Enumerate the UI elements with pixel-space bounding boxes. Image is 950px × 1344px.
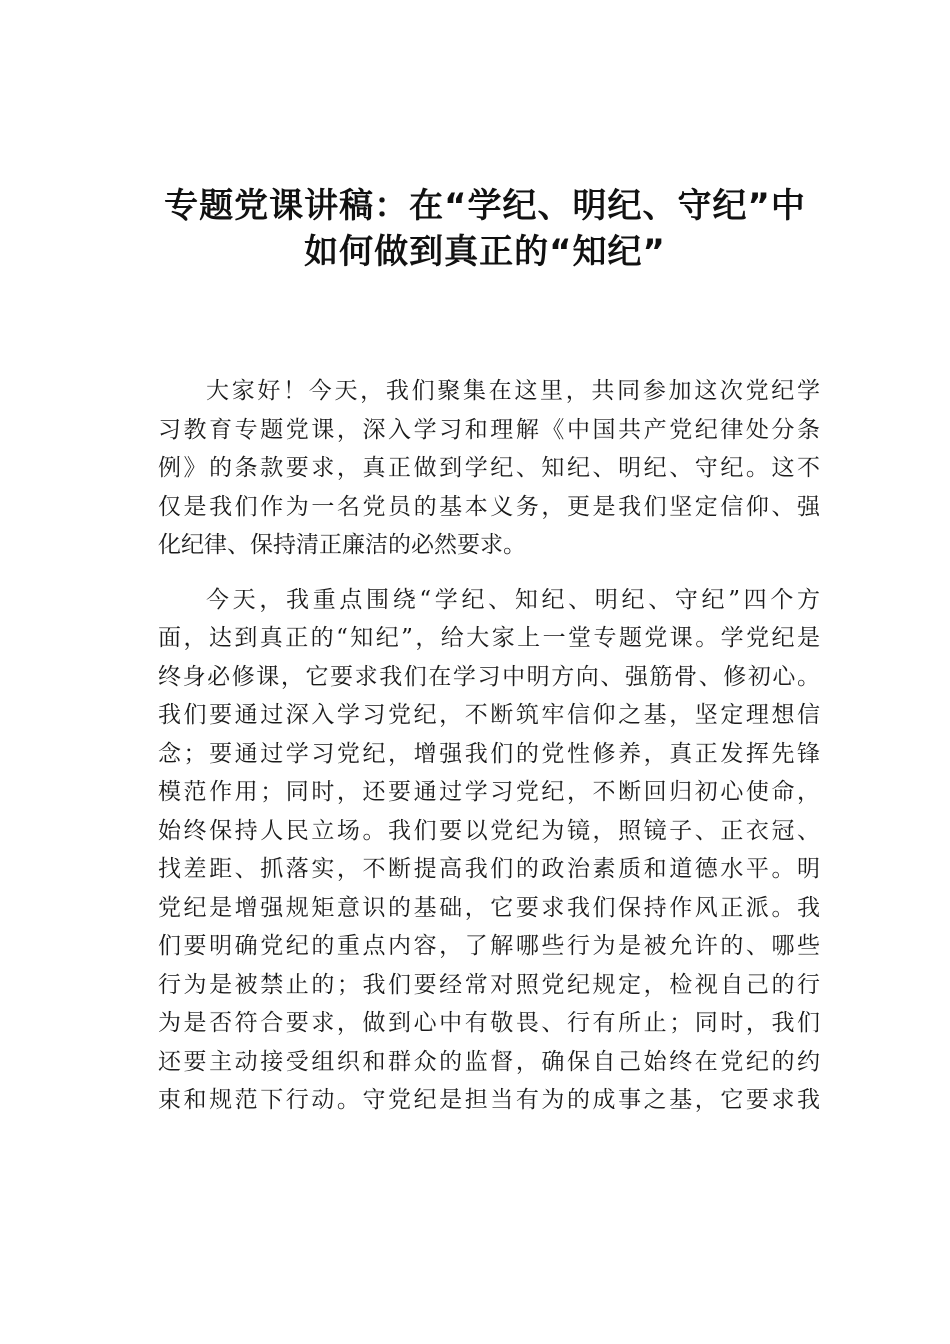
text-line: 还要主动接受组织和群众的监督，确保自己始终在党纪的约 xyxy=(158,1048,820,1075)
text-line: 仅是我们作为一名党员的基本义务，更是我们坚定信仰、强 xyxy=(158,493,820,520)
text-line: 党纪是增强规矩意识的基础，它要求我们保持作风正派。我 xyxy=(158,894,820,921)
text-line: 为是否符合要求，做到心中有敬畏、行有所止；同时，我们 xyxy=(158,1010,820,1036)
text-line: 例》的条款要求，真正做到学纪、知纪、明纪、守纪。这不 xyxy=(158,455,820,481)
text-line: 习教育专题党课，深入学习和理解《中国共产党纪律处分条 xyxy=(158,416,820,443)
text-line: 束和规范下行动。守党纪是担当有为的成事之基，它要求我 xyxy=(158,1087,820,1113)
text-line: 行为是被禁止的；我们要经常对照党纪规定，检视自己的行 xyxy=(158,971,820,998)
text-line: 今天，我重点围绕“学纪、知纪、明纪、守纪”四个方 xyxy=(206,586,820,613)
document-title xyxy=(130,183,840,275)
text-line: 们要明确党纪的重点内容，了解哪些行为是被允许的、哪些 xyxy=(158,933,820,959)
title-line: 如何做到真正的“知纪” xyxy=(304,232,666,272)
paragraph-spacer xyxy=(158,565,820,581)
text-line: 终身必修课，它要求我们在学习中明方向、强筋骨、修初心。 xyxy=(158,663,820,690)
text-line: 我们要通过深入学习党纪，不断筑牢信仰之基，坚定理想信 xyxy=(158,702,820,728)
text-line: 念；要通过学习党纪，增强我们的党性修养，真正发挥先锋 xyxy=(158,740,820,767)
text-line: 找差距、抓落实，不断提高我们的政治素质和道德水平。明 xyxy=(158,856,820,882)
title-line: 专题党课讲稿：在“学纪、明纪、守纪”中 xyxy=(164,186,806,226)
text-line: 模范作用；同时，还要通过学习党纪，不断回归初心使命， xyxy=(158,779,820,805)
text-line: 始终保持人民立场。我们要以党纪为镜，照镜子、正衣冠、 xyxy=(158,817,820,844)
text-line: 面，达到真正的“知纪”，给大家上一堂专题党课。学党纪是 xyxy=(158,625,820,651)
document-body xyxy=(158,372,820,1120)
paragraph-greeting xyxy=(158,372,820,565)
text-line: 化纪律、保持清正廉洁的必然要求。 xyxy=(158,532,526,558)
text-line: 大家好！今天，我们聚集在这里，共同参加这次党纪学 xyxy=(206,378,820,404)
paragraph-main xyxy=(158,581,820,1120)
